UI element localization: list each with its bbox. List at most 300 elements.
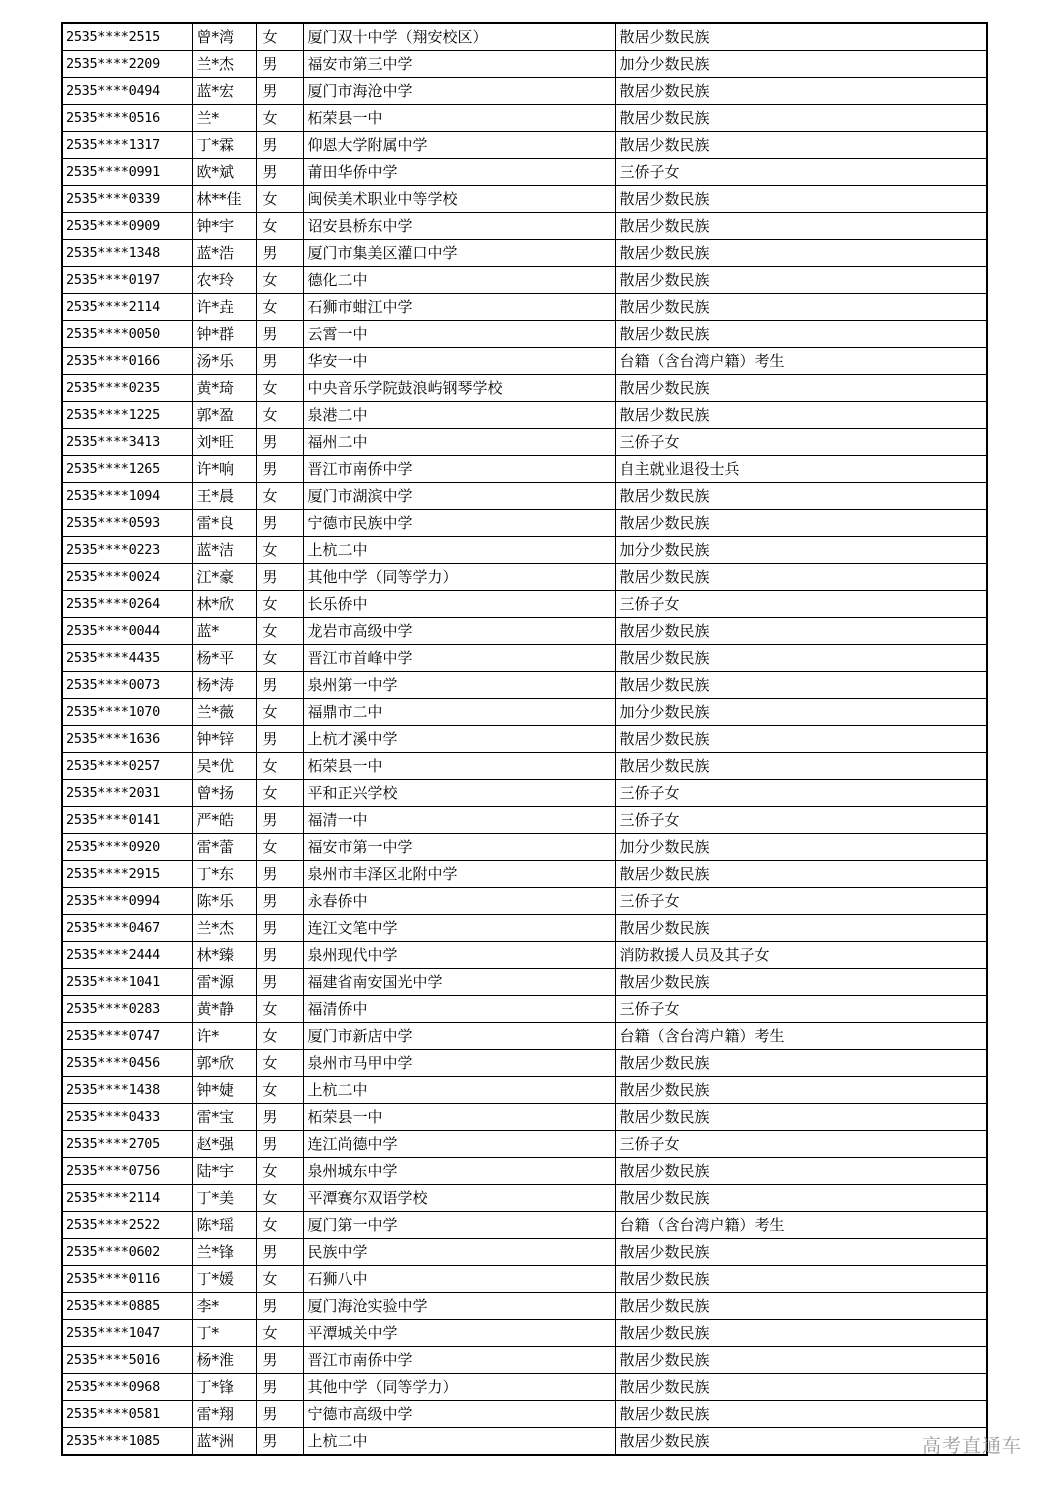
table-row	[62, 780, 987, 807]
exam-id-cell: 2535****0581	[62, 1401, 192, 1428]
gender-cell: 男	[256, 807, 303, 834]
exam-id-cell: 2535****5016	[62, 1347, 192, 1374]
gender-cell: 男	[256, 969, 303, 996]
category-cell: 散居少数民族	[615, 213, 987, 240]
gender-cell: 男	[256, 510, 303, 537]
table-row	[62, 834, 987, 861]
school-cell: 泉州第一中学	[303, 672, 615, 699]
gender-cell: 女	[256, 753, 303, 780]
student-name-cell: 赵*强	[192, 1131, 256, 1158]
student-name-cell: 兰*锋	[192, 1239, 256, 1266]
student-name-cell: 丁*美	[192, 1185, 256, 1212]
table-row	[62, 1158, 987, 1185]
gender-cell: 女	[256, 1077, 303, 1104]
exam-id-cell: 2535****0223	[62, 537, 192, 564]
exam-id-cell: 2535****0283	[62, 996, 192, 1023]
student-name-cell: 蓝*洁	[192, 537, 256, 564]
exam-id-cell: 2535****0968	[62, 1374, 192, 1401]
exam-id-cell: 2535****0747	[62, 1023, 192, 1050]
school-cell: 福清一中	[303, 807, 615, 834]
gender-cell: 男	[256, 942, 303, 969]
student-name-cell: 严*皓	[192, 807, 256, 834]
category-cell: 散居少数民族	[615, 1428, 987, 1456]
exam-id-cell: 2535****1041	[62, 969, 192, 996]
exam-id-cell: 2535****2915	[62, 861, 192, 888]
school-cell: 泉港二中	[303, 402, 615, 429]
table-row	[62, 132, 987, 159]
exam-id-cell: 2535****0024	[62, 564, 192, 591]
gender-cell: 男	[256, 1239, 303, 1266]
exam-id-cell: 2535****1225	[62, 402, 192, 429]
school-cell: 德化二中	[303, 267, 615, 294]
category-cell: 三侨子女	[615, 159, 987, 186]
category-cell: 散居少数民族	[615, 645, 987, 672]
category-cell: 散居少数民族	[615, 1320, 987, 1347]
exam-id-cell: 2535****1438	[62, 1077, 192, 1104]
category-cell: 散居少数民族	[615, 186, 987, 213]
category-cell: 散居少数民族	[615, 267, 987, 294]
school-cell: 柘荣县一中	[303, 105, 615, 132]
school-cell: 长乐侨中	[303, 591, 615, 618]
exam-id-cell: 2535****1265	[62, 456, 192, 483]
student-name-cell: 兰*杰	[192, 915, 256, 942]
exam-id-cell: 2535****1085	[62, 1428, 192, 1456]
school-cell: 莆田华侨中学	[303, 159, 615, 186]
school-cell: 福安市第三中学	[303, 51, 615, 78]
student-name-cell: 丁*媛	[192, 1266, 256, 1293]
table-row	[62, 996, 987, 1023]
student-name-cell: 蓝*	[192, 618, 256, 645]
student-name-cell: 陈*乐	[192, 888, 256, 915]
school-cell: 泉州市马甲中学	[303, 1050, 615, 1077]
student-name-cell: 钟*群	[192, 321, 256, 348]
category-cell: 台籍（含台湾户籍）考生	[615, 348, 987, 375]
gender-cell: 男	[256, 915, 303, 942]
school-cell: 永春侨中	[303, 888, 615, 915]
exam-id-cell: 2535****0494	[62, 78, 192, 105]
gender-cell: 女	[256, 294, 303, 321]
category-cell: 三侨子女	[615, 888, 987, 915]
student-name-cell: 钟*宇	[192, 213, 256, 240]
applicant-table	[61, 22, 988, 1456]
exam-id-cell: 2535****3413	[62, 429, 192, 456]
exam-id-cell: 2535****2444	[62, 942, 192, 969]
category-cell: 散居少数民族	[615, 240, 987, 267]
table-row	[62, 699, 987, 726]
category-cell: 自主就业退役士兵	[615, 456, 987, 483]
table-row	[62, 456, 987, 483]
student-name-cell: 雷*良	[192, 510, 256, 537]
gender-cell: 男	[256, 726, 303, 753]
gender-cell: 女	[256, 699, 303, 726]
school-cell: 石狮八中	[303, 1266, 615, 1293]
exam-id-cell: 2535****2209	[62, 51, 192, 78]
student-name-cell: 陈*瑶	[192, 1212, 256, 1239]
student-name-cell: 蓝*洲	[192, 1428, 256, 1456]
school-cell: 厦门海沧实验中学	[303, 1293, 615, 1320]
exam-id-cell: 2535****0264	[62, 591, 192, 618]
gender-cell: 男	[256, 1104, 303, 1131]
exam-id-cell: 2535****1094	[62, 483, 192, 510]
category-cell: 散居少数民族	[615, 1050, 987, 1077]
category-cell: 散居少数民族	[615, 915, 987, 942]
category-cell: 散居少数民族	[615, 726, 987, 753]
student-name-cell: 陆*宇	[192, 1158, 256, 1185]
exam-id-cell: 2535****2515	[62, 23, 192, 51]
school-cell: 宁德市民族中学	[303, 510, 615, 537]
student-name-cell: 丁*东	[192, 861, 256, 888]
category-cell: 加分少数民族	[615, 537, 987, 564]
table-row	[62, 1293, 987, 1320]
student-name-cell: 杨*平	[192, 645, 256, 672]
exam-id-cell: 2535****0885	[62, 1293, 192, 1320]
table-row	[62, 483, 987, 510]
table-row	[62, 861, 987, 888]
exam-id-cell: 2535****2114	[62, 1185, 192, 1212]
category-cell: 散居少数民族	[615, 510, 987, 537]
school-cell: 平潭赛尔双语学校	[303, 1185, 615, 1212]
school-cell: 晋江市首峰中学	[303, 645, 615, 672]
student-name-cell: 林*臻	[192, 942, 256, 969]
watermark-text: 高考直通车	[921, 1435, 1022, 1457]
category-cell: 消防救援人员及其子女	[615, 942, 987, 969]
category-cell: 散居少数民族	[615, 375, 987, 402]
gender-cell: 男	[256, 1293, 303, 1320]
gender-cell: 男	[256, 564, 303, 591]
school-cell: 厦门市集美区灌口中学	[303, 240, 615, 267]
student-name-cell: 曾*扬	[192, 780, 256, 807]
school-cell: 厦门市湖滨中学	[303, 483, 615, 510]
table-row	[62, 537, 987, 564]
category-cell: 散居少数民族	[615, 1158, 987, 1185]
category-cell: 散居少数民族	[615, 294, 987, 321]
table-row	[62, 618, 987, 645]
table-row	[62, 1023, 987, 1050]
student-name-cell: 许*垚	[192, 294, 256, 321]
category-cell: 散居少数民族	[615, 483, 987, 510]
category-cell: 散居少数民族	[615, 1347, 987, 1374]
gender-cell: 女	[256, 1266, 303, 1293]
exam-id-cell: 2535****0920	[62, 834, 192, 861]
student-name-cell: 林*欣	[192, 591, 256, 618]
student-name-cell: 钟*锌	[192, 726, 256, 753]
gender-cell: 女	[256, 267, 303, 294]
table-row	[62, 23, 987, 51]
table-row	[62, 78, 987, 105]
student-name-cell: 郭*盈	[192, 402, 256, 429]
school-cell: 闽侯美术职业中等学校	[303, 186, 615, 213]
exam-id-cell: 2535****1070	[62, 699, 192, 726]
table-row	[62, 1374, 987, 1401]
school-cell: 连江尚德中学	[303, 1131, 615, 1158]
category-cell: 散居少数民族	[615, 1401, 987, 1428]
gender-cell: 女	[256, 996, 303, 1023]
school-cell: 连江文笔中学	[303, 915, 615, 942]
gender-cell: 女	[256, 483, 303, 510]
gender-cell: 女	[256, 402, 303, 429]
student-name-cell: 曾*湾	[192, 23, 256, 51]
school-cell: 石狮市蚶江中学	[303, 294, 615, 321]
gender-cell: 女	[256, 1212, 303, 1239]
exam-id-cell: 2535****0257	[62, 753, 192, 780]
table-row	[62, 51, 987, 78]
category-cell: 散居少数民族	[615, 78, 987, 105]
table-row	[62, 321, 987, 348]
category-cell: 台籍（含台湾户籍）考生	[615, 1212, 987, 1239]
table-row	[62, 915, 987, 942]
exam-id-cell: 2535****0044	[62, 618, 192, 645]
exam-id-cell: 2535****0602	[62, 1239, 192, 1266]
gender-cell: 女	[256, 375, 303, 402]
school-cell: 仰恩大学附属中学	[303, 132, 615, 159]
student-name-cell: 汤*乐	[192, 348, 256, 375]
category-cell: 散居少数民族	[615, 861, 987, 888]
category-cell: 散居少数民族	[615, 564, 987, 591]
school-cell: 福州二中	[303, 429, 615, 456]
category-cell: 台籍（含台湾户籍）考生	[615, 1023, 987, 1050]
category-cell: 加分少数民族	[615, 834, 987, 861]
table-row	[62, 402, 987, 429]
exam-id-cell: 2535****2031	[62, 780, 192, 807]
school-cell: 福安市第一中学	[303, 834, 615, 861]
table-row	[62, 564, 987, 591]
category-cell: 散居少数民族	[615, 969, 987, 996]
student-name-cell: 黄*琦	[192, 375, 256, 402]
category-cell: 散居少数民族	[615, 23, 987, 51]
category-cell: 散居少数民族	[615, 1374, 987, 1401]
student-name-cell: 雷*翔	[192, 1401, 256, 1428]
category-cell: 散居少数民族	[615, 1104, 987, 1131]
gender-cell: 男	[256, 672, 303, 699]
exam-id-cell: 2535****2705	[62, 1131, 192, 1158]
gender-cell: 女	[256, 1185, 303, 1212]
table-row	[62, 159, 987, 186]
exam-id-cell: 2535****0456	[62, 1050, 192, 1077]
exam-id-cell: 2535****1348	[62, 240, 192, 267]
category-cell: 散居少数民族	[615, 672, 987, 699]
exam-id-cell: 2535****0050	[62, 321, 192, 348]
table-row	[62, 1077, 987, 1104]
gender-cell: 女	[256, 1050, 303, 1077]
exam-id-cell: 2535****1317	[62, 132, 192, 159]
exam-id-cell: 2535****0593	[62, 510, 192, 537]
school-cell: 中央音乐学院鼓浪屿钢琴学校	[303, 375, 615, 402]
exam-id-cell: 2535****0909	[62, 213, 192, 240]
school-cell: 福建省南安国光中学	[303, 969, 615, 996]
student-name-cell: 许*响	[192, 456, 256, 483]
table-row	[62, 969, 987, 996]
school-cell: 泉州城东中学	[303, 1158, 615, 1185]
student-name-cell: 兰*杰	[192, 51, 256, 78]
exam-id-cell: 2535****0467	[62, 915, 192, 942]
exam-id-cell: 2535****0994	[62, 888, 192, 915]
table-row	[62, 1347, 987, 1374]
school-cell: 华安一中	[303, 348, 615, 375]
category-cell: 散居少数民族	[615, 1293, 987, 1320]
table-row	[62, 1185, 987, 1212]
school-cell: 柘荣县一中	[303, 753, 615, 780]
gender-cell: 男	[256, 429, 303, 456]
student-name-cell: 丁*	[192, 1320, 256, 1347]
table-row	[62, 240, 987, 267]
category-cell: 散居少数民族	[615, 1266, 987, 1293]
school-cell: 厦门市海沧中学	[303, 78, 615, 105]
school-cell: 上杭才溪中学	[303, 726, 615, 753]
table-row	[62, 429, 987, 456]
category-cell: 加分少数民族	[615, 699, 987, 726]
gender-cell: 男	[256, 861, 303, 888]
gender-cell: 男	[256, 159, 303, 186]
student-name-cell: 雷*蕾	[192, 834, 256, 861]
gender-cell: 女	[256, 645, 303, 672]
exam-id-cell: 2535****2114	[62, 294, 192, 321]
student-name-cell: 李*	[192, 1293, 256, 1320]
category-cell: 加分少数民族	[615, 51, 987, 78]
table-row	[62, 213, 987, 240]
exam-id-cell: 2535****1047	[62, 1320, 192, 1347]
student-name-cell: 丁*霖	[192, 132, 256, 159]
student-name-cell: 钟*婕	[192, 1077, 256, 1104]
table-row	[62, 1050, 987, 1077]
gender-cell: 女	[256, 23, 303, 51]
table-row	[62, 1212, 987, 1239]
table-row	[62, 1401, 987, 1428]
category-cell: 散居少数民族	[615, 321, 987, 348]
gender-cell: 女	[256, 105, 303, 132]
school-cell: 晋江市南侨中学	[303, 1347, 615, 1374]
table-row	[62, 105, 987, 132]
table-row	[62, 348, 987, 375]
exam-id-cell: 2535****0339	[62, 186, 192, 213]
table-row	[62, 1320, 987, 1347]
table-row	[62, 807, 987, 834]
gender-cell: 男	[256, 1131, 303, 1158]
school-cell: 云霄一中	[303, 321, 615, 348]
category-cell: 散居少数民族	[615, 132, 987, 159]
category-cell: 散居少数民族	[615, 105, 987, 132]
school-cell: 平和正兴学校	[303, 780, 615, 807]
student-name-cell: 蓝*浩	[192, 240, 256, 267]
applicant-table-body	[62, 23, 987, 1455]
exam-id-cell: 2535****0991	[62, 159, 192, 186]
gender-cell: 男	[256, 456, 303, 483]
category-cell: 三侨子女	[615, 807, 987, 834]
gender-cell: 男	[256, 1401, 303, 1428]
gender-cell: 男	[256, 321, 303, 348]
table-row	[62, 267, 987, 294]
school-cell: 厦门市新店中学	[303, 1023, 615, 1050]
school-cell: 柘荣县一中	[303, 1104, 615, 1131]
category-cell: 三侨子女	[615, 996, 987, 1023]
gender-cell: 男	[256, 348, 303, 375]
table-row	[62, 753, 987, 780]
table-row	[62, 1428, 987, 1456]
school-cell: 福清侨中	[303, 996, 615, 1023]
student-name-cell: 雷*宝	[192, 1104, 256, 1131]
category-cell: 三侨子女	[615, 429, 987, 456]
school-cell: 泉州市丰泽区北附中学	[303, 861, 615, 888]
exam-id-cell: 2535****0073	[62, 672, 192, 699]
gender-cell: 男	[256, 1428, 303, 1456]
exam-id-cell: 2535****0756	[62, 1158, 192, 1185]
student-name-cell: 兰*	[192, 105, 256, 132]
student-name-cell: 吴*优	[192, 753, 256, 780]
exam-id-cell: 2535****2522	[62, 1212, 192, 1239]
category-cell: 散居少数民族	[615, 1185, 987, 1212]
category-cell: 散居少数民族	[615, 618, 987, 645]
gender-cell: 男	[256, 1347, 303, 1374]
school-cell: 厦门双十中学（翔安校区）	[303, 23, 615, 51]
school-cell: 上杭二中	[303, 1077, 615, 1104]
table-row	[62, 1104, 987, 1131]
table-row	[62, 591, 987, 618]
gender-cell: 男	[256, 1374, 303, 1401]
gender-cell: 女	[256, 1023, 303, 1050]
school-cell: 泉州现代中学	[303, 942, 615, 969]
exam-id-cell: 2535****1636	[62, 726, 192, 753]
student-name-cell: 郭*欣	[192, 1050, 256, 1077]
school-cell: 平潭城关中学	[303, 1320, 615, 1347]
student-name-cell: 王*晨	[192, 483, 256, 510]
exam-id-cell: 2535****4435	[62, 645, 192, 672]
gender-cell: 女	[256, 780, 303, 807]
exam-id-cell: 2535****0516	[62, 105, 192, 132]
category-cell: 散居少数民族	[615, 1239, 987, 1266]
gender-cell: 女	[256, 213, 303, 240]
exam-id-cell: 2535****0116	[62, 1266, 192, 1293]
school-cell: 晋江市南侨中学	[303, 456, 615, 483]
gender-cell: 女	[256, 537, 303, 564]
student-name-cell: 林**佳	[192, 186, 256, 213]
table-row	[62, 888, 987, 915]
table-row	[62, 942, 987, 969]
gender-cell: 男	[256, 240, 303, 267]
exam-id-cell: 2535****0141	[62, 807, 192, 834]
category-cell: 三侨子女	[615, 780, 987, 807]
table-row	[62, 294, 987, 321]
gender-cell: 女	[256, 591, 303, 618]
category-cell: 散居少数民族	[615, 402, 987, 429]
student-name-cell: 欧*斌	[192, 159, 256, 186]
student-name-cell: 杨*淮	[192, 1347, 256, 1374]
gender-cell: 男	[256, 888, 303, 915]
exam-id-cell: 2535****0197	[62, 267, 192, 294]
gender-cell: 男	[256, 78, 303, 105]
exam-id-cell: 2535****0235	[62, 375, 192, 402]
student-name-cell: 雷*源	[192, 969, 256, 996]
gender-cell: 女	[256, 618, 303, 645]
student-name-cell: 兰*薇	[192, 699, 256, 726]
school-cell: 民族中学	[303, 1239, 615, 1266]
table-row	[62, 726, 987, 753]
school-cell: 上杭二中	[303, 1428, 615, 1456]
category-cell: 散居少数民族	[615, 753, 987, 780]
student-name-cell: 丁*锋	[192, 1374, 256, 1401]
school-cell: 诏安县桥东中学	[303, 213, 615, 240]
student-name-cell: 农*玲	[192, 267, 256, 294]
table-row	[62, 1266, 987, 1293]
table-row	[62, 645, 987, 672]
school-cell: 厦门第一中学	[303, 1212, 615, 1239]
school-cell: 上杭二中	[303, 537, 615, 564]
student-name-cell: 许*	[192, 1023, 256, 1050]
school-cell: 其他中学（同等学力）	[303, 1374, 615, 1401]
school-cell: 福鼎市二中	[303, 699, 615, 726]
student-name-cell: 蓝*宏	[192, 78, 256, 105]
student-name-cell: 江*豪	[192, 564, 256, 591]
table-row	[62, 1239, 987, 1266]
gender-cell: 女	[256, 186, 303, 213]
